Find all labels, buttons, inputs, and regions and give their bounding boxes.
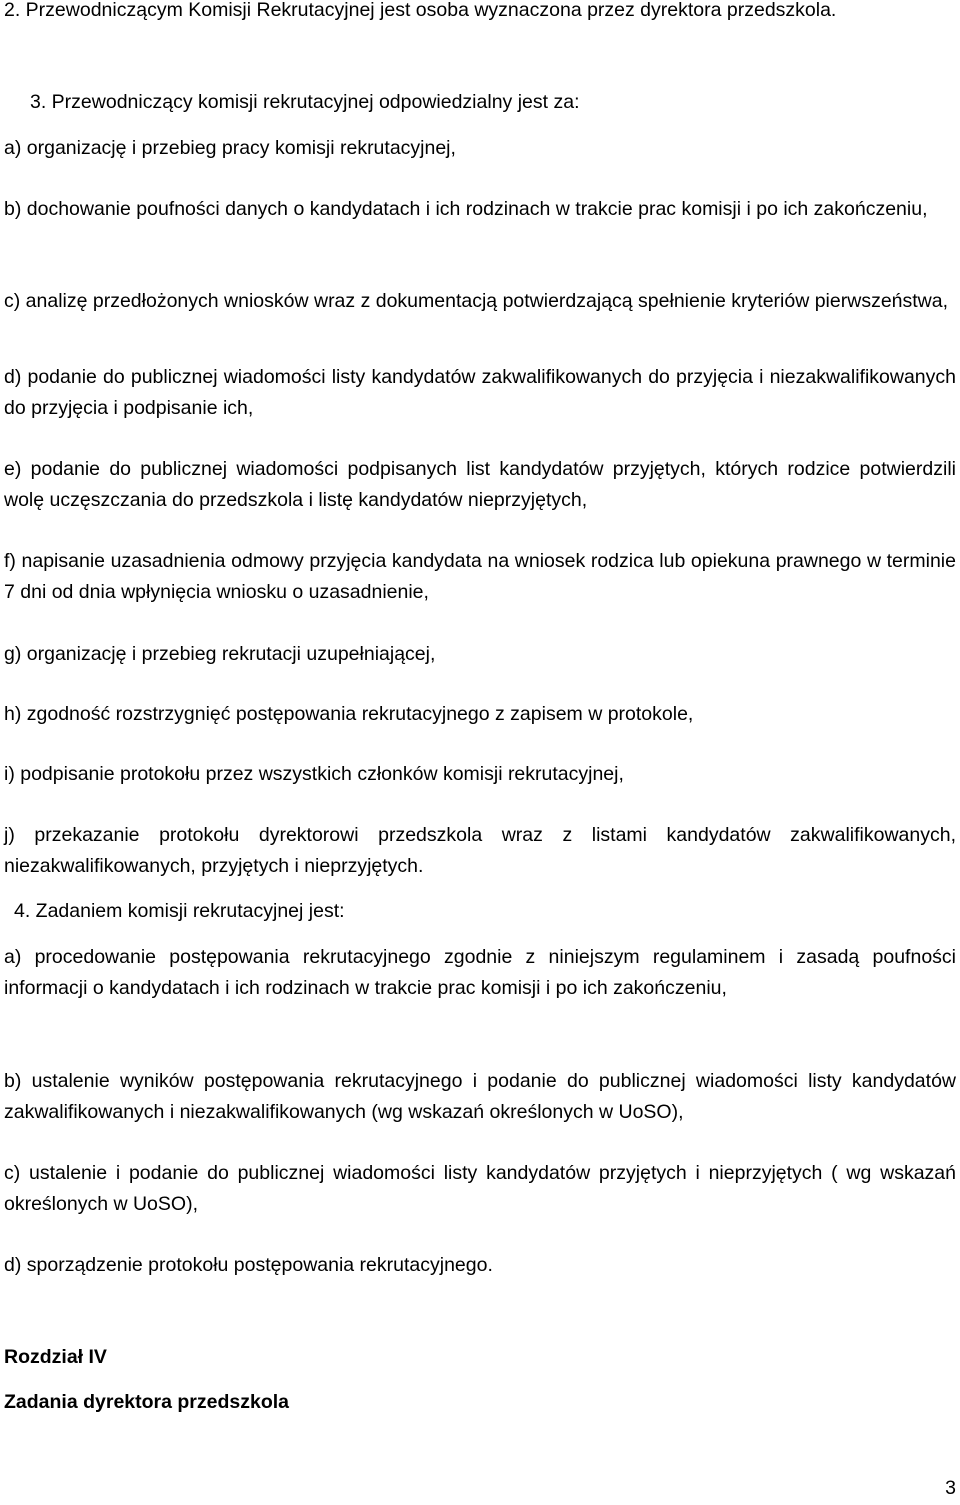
chapter-heading: Rozdział IV: [4, 1346, 107, 1368]
page-number: 3: [945, 1477, 956, 1499]
list-item-4b: b) ustalenie wyników postępowania rekrutacyjnego i podanie do publicznej wiadomości listy kandydatów zakwalifikowanych i niezakwalifikowanych (wg wskazań określonych w UoSO),: [4, 1070, 956, 1123]
list-item-4d: d) sporządzenie protokołu postępowania rekrutacyjnego.: [4, 1254, 493, 1276]
list-item-3i: i) podpisanie protokołu przez wszystkich członków komisji rekrutacyjnej,: [4, 763, 624, 785]
list-item-4c: c) ustalenie i podanie do publicznej wiadomości listy kandydatów przyjętych i nieprzyjętych ( wg wskazań określonych w UoSO),: [4, 1162, 956, 1215]
list-item-3h: h) zgodność rozstrzygnięć postępowania rekrutacyjnego z zapisem w protokole,: [4, 703, 694, 725]
list-item-3b: b) dochowanie poufności danych o kandydatach i ich rodzinach w trakcie prac komisji i po ich zakończeniu,: [4, 198, 928, 220]
chapter-title: Zadania dyrektora przedszkola: [4, 1391, 290, 1413]
list-item-3e: e) podanie do publicznej wiadomości podpisanych list kandydatów przyjętych, których rodzice potwierdzili wolę uczęszczania do przedszkola i listę kandydatów nieprzyjętych,: [4, 458, 956, 511]
paragraph-2: 2. Przewodniczącym Komisji Rekrutacyjnej jest osoba wyznaczona przez dyrektora przedszkola.: [4, 0, 837, 21]
list-item-3f: f) napisanie uzasadnienia odmowy przyjęcia kandydata na wniosek rodzica lub opiekuna prawnego w terminie 7 dni od dnia wpłynięcia wniosku o uzasadnienie,: [4, 550, 956, 603]
list-item-3a: a) organizację i przebieg pracy komisji rekrutacyjnej,: [4, 137, 456, 159]
paragraph-4: 4. Zadaniem komisji rekrutacyjnej jest:: [14, 900, 345, 922]
list-item-3j: j) przekazanie protokołu dyrektorowi przedszkola wraz z listami kandydatów zakwalifikowanych, niezakwalifikowanych, przyjętych i nieprzyjętych.: [4, 824, 956, 877]
list-item-3g: g) organizację i przebieg rekrutacji uzupełniającej,: [4, 643, 436, 665]
list-item-3c: c) analizę przedłożonych wniosków wraz z dokumentacją potwierdzającą spełnienie kryteriów pierwszeństwa,: [4, 290, 949, 312]
list-item-4a: a) procedowanie postępowania rekrutacyjnego zgodnie z niniejszym regulaminem i zasadą poufności informacji o kandydatach i ich rodzinach w trakcie prac komisji i po ich zakończeniu,: [4, 946, 956, 999]
list-item-3d: d) podanie do publicznej wiadomości listy kandydatów zakwalifikowanych do przyjęcia i niezakwalifikowanych do przyjęcia i podpisanie ich,: [4, 366, 956, 419]
paragraph-3: 3. Przewodniczący komisji rekrutacyjnej odpowiedzialny jest za:: [30, 91, 580, 113]
